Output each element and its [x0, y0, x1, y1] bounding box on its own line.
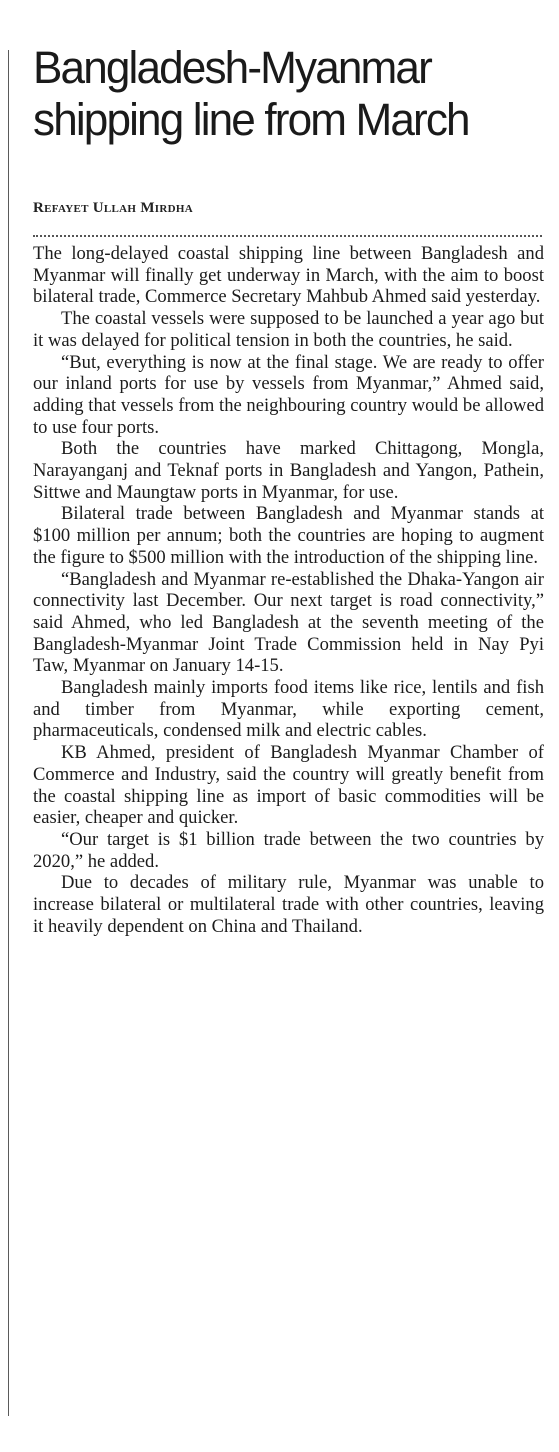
headline-line-1: Bangladesh-Myanmar [33, 42, 431, 93]
paragraph: The long-delayed coastal shipping line between Bangladesh and Myanmar will finally get underway in March, with the aim to boost bilateral trade, Commerce Secretary Mahbub Ahmed said yesterday. [33, 243, 544, 308]
byline: Refayet Ullah Mirdha [33, 200, 193, 216]
column-rule [8, 50, 9, 1416]
news-article [33, 42, 544, 938]
headline [33, 42, 543, 146]
paragraph: “Our target is $1 billion trade between the two countries by 2020,” he added. [33, 828, 544, 872]
article-body [33, 243, 544, 938]
dotted-divider [33, 235, 542, 237]
paragraph: Both the countries have marked Chittagong, Mongla, Narayanganj and Teknaf ports in Bangladesh and Yangon, Pathein, Sittwe and Maungtaw ports in Myanmar, for use. [33, 438, 544, 503]
paragraph: Bangladesh mainly imports food items like rice, lentils and fish and timber from Myanmar, while exporting cement, pharmaceuticals, condensed milk and electric cables. [33, 677, 544, 742]
paragraph: The coastal vessels were supposed to be launched a year ago but it was delayed for political tension in both the countries, he said. [33, 308, 544, 351]
paragraph: KB Ahmed, president of Bangladesh Myanmar Chamber of Commerce and Industry, said the country will greatly benefit from the coastal shipping line as import of basic commodities will be easier, cheaper and quicker. [33, 742, 544, 829]
paragraph: “But, everything is now at the final stage. We are ready to offer our inland ports for use by vessels from Myanmar,” Ahmed said, adding that vessels from the neighbouring country would be allowed to use four ports. [33, 351, 544, 438]
paragraph: Bilateral trade between Bangladesh and Myanmar stands at $100 million per annum; both the countries are hoping to augment the figure to $500 million with the introduction of the shipping line. [33, 503, 544, 568]
paragraph: “Bangladesh and Myanmar re-established the Dhaka-Yangon air connectivity last December. Our next target is road connectivity,” said Ahmed, who led Bangladesh at the seventh meeting of the Bangladesh-Myanmar Joint Trade Commission held in Nay Pyi Taw, Myanmar on January 14-15. [33, 568, 544, 677]
paragraph: Due to decades of military rule, Myanmar was unable to increase bilateral or multilateral trade with other countries, leaving it heavily dependent on China and Thailand. [33, 872, 544, 937]
headline-line-2: shipping line from March [33, 94, 469, 145]
